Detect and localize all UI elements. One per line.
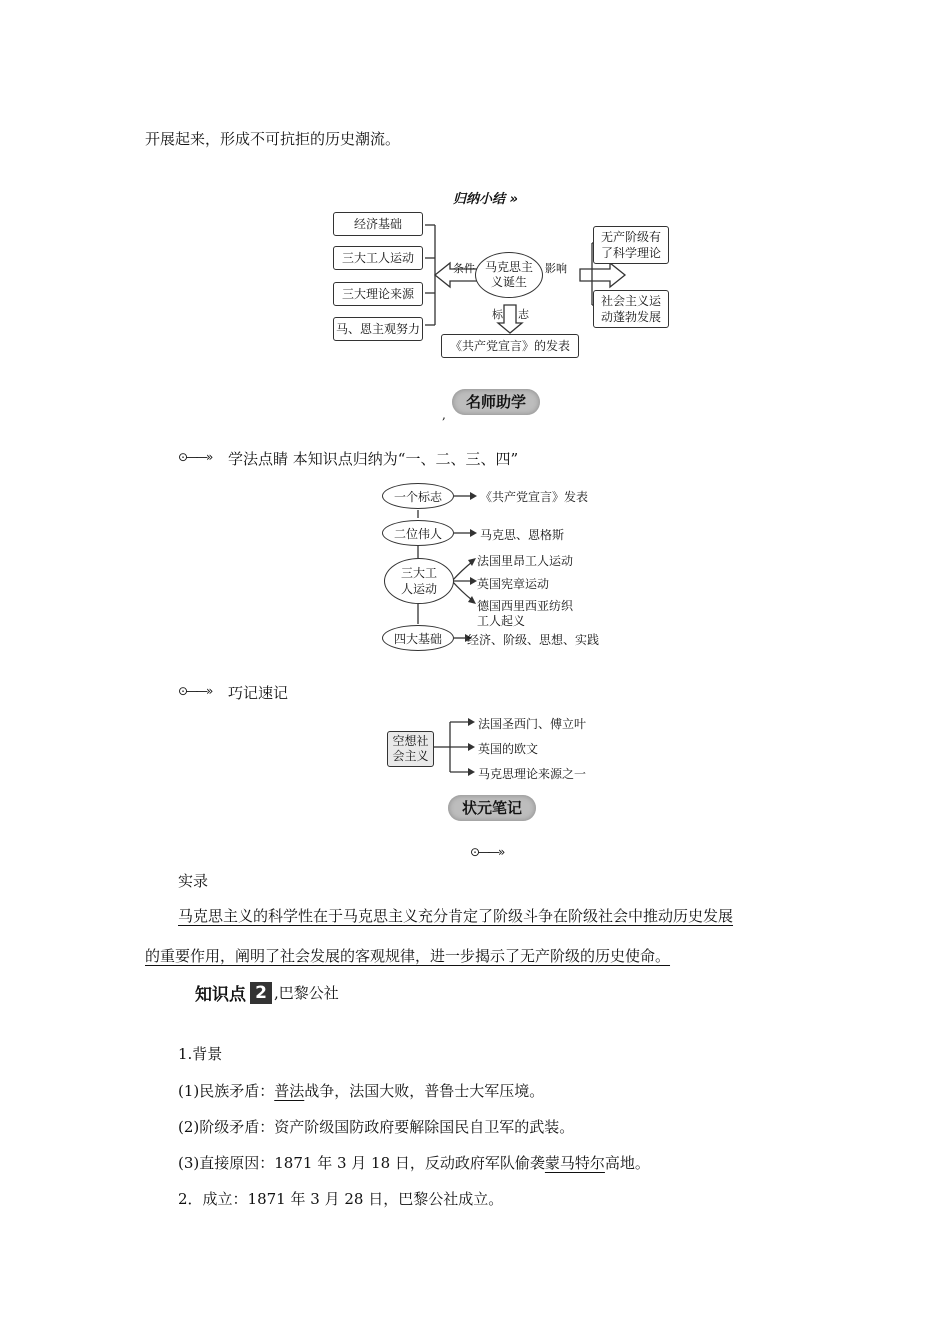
memory-box-line2: 会主义 bbox=[392, 749, 429, 763]
teacher-help-badge: 名师助学 bbox=[452, 389, 540, 415]
kp-title: 知识点 bbox=[195, 985, 246, 1005]
bullet-arrow-icon: ⊙——» bbox=[178, 450, 212, 464]
label-condition: 条件 bbox=[453, 262, 475, 275]
method-title: 学法点睛 本知识点归纳为“一、二、三、四” bbox=[228, 450, 519, 468]
summary-heading: 归纳小结 bbox=[453, 192, 506, 207]
establishment-text: 2．成立：1871 年 3 月 28 日，巴黎公社成立。 bbox=[178, 1190, 504, 1208]
summary-left-box: 三大工人运动 bbox=[333, 246, 423, 270]
memory-title: 巧记速记 bbox=[228, 684, 289, 702]
record-line-2: 的重要作用，阐明了社会发展的客观规律，进一步揭示了无产阶级的历史使命。 bbox=[145, 947, 671, 965]
intro-text: 开展起来，形成不可抗拒的历史潮流。 bbox=[145, 130, 401, 148]
method-node-3-item: 德国西里西亚纺织 bbox=[477, 599, 574, 613]
memory-box bbox=[387, 731, 434, 767]
method-node-1: 一个标志 bbox=[382, 483, 454, 509]
item-suffix: 高地。 bbox=[604, 1154, 650, 1172]
method-node-3 bbox=[384, 558, 454, 604]
summary-bottom-box: 《共产党宣言》的发表 bbox=[441, 334, 579, 358]
label-sign-1: 标 bbox=[492, 308, 503, 321]
summary-center-line1: 马克思主 bbox=[484, 260, 533, 274]
notes-badge: 状元笔记 bbox=[448, 795, 536, 821]
summary-right-box-2 bbox=[593, 290, 669, 328]
item-prefix: (3)直接原因：1871 年 3 月 18 日，反动政府军队偷袭 bbox=[178, 1154, 545, 1172]
background-item-2: (2)阶级矛盾：资产阶级国防政府要解除国民自卫军的武装。 bbox=[178, 1118, 575, 1136]
double-chevron-icon: » bbox=[505, 192, 518, 207]
memory-item: 马克思理论来源之一 bbox=[478, 767, 587, 781]
memory-connectors bbox=[434, 715, 484, 780]
bullet-arrow-icon: ⊙——» bbox=[178, 684, 212, 698]
summary-left-box: 马、恩主观努力 bbox=[333, 317, 423, 341]
kp-subtitle: ,巴黎公社 bbox=[274, 984, 339, 1002]
summary-right-box-1 bbox=[593, 226, 669, 264]
method-node-1-text: 《共产党宣言》发表 bbox=[480, 490, 589, 504]
method-node-3-item: 法国里昂工人运动 bbox=[477, 554, 574, 568]
method-node-3-line1: 三大工 bbox=[400, 566, 437, 580]
background-heading: 1.背景 bbox=[178, 1045, 223, 1063]
right-box1-line1: 无产阶级有 bbox=[600, 230, 661, 244]
background-item-3 bbox=[178, 1152, 650, 1173]
summary-left-box: 经济基础 bbox=[333, 212, 423, 236]
label-influence: 影响 bbox=[545, 262, 567, 275]
method-node-3-line2: 人运动 bbox=[400, 582, 437, 596]
method-node-3-item: 英国宪章运动 bbox=[477, 577, 550, 591]
right-box1-line2: 了科学理论 bbox=[600, 246, 661, 260]
summary-center-oval bbox=[475, 252, 543, 298]
right-box2-line2: 动蓬勃发展 bbox=[600, 310, 661, 324]
background-item-1 bbox=[178, 1080, 544, 1101]
method-node-4: 四大基础 bbox=[382, 625, 454, 651]
memory-item: 英国的欧文 bbox=[478, 742, 539, 756]
kp-number-badge: 2 bbox=[250, 982, 272, 1004]
knowledge-point-heading bbox=[195, 980, 339, 1005]
bullet-arrow-icon: ⊙——» bbox=[470, 845, 504, 859]
stray-comma: , bbox=[442, 408, 446, 422]
summary-center-line2: 义诞生 bbox=[490, 275, 527, 289]
method-node-3-item-cont: 工人起义 bbox=[477, 614, 526, 628]
method-node-2-text: 马克思、恩格斯 bbox=[480, 528, 565, 542]
record-label: 实录 bbox=[178, 872, 209, 890]
method-node-4-text: 经济、阶级、思想、实践 bbox=[467, 633, 600, 647]
underlined-term: 普法 bbox=[274, 1082, 305, 1100]
memory-box-line1: 空想社 bbox=[392, 734, 429, 748]
underlined-term: 蒙马特尔 bbox=[544, 1154, 605, 1172]
method-node-2: 二位伟人 bbox=[382, 520, 454, 546]
item-suffix: 战争，法国大败，普鲁士大军压境。 bbox=[304, 1082, 545, 1100]
item-prefix: (1)民族矛盾： bbox=[178, 1082, 275, 1100]
summary-left-box: 三大理论来源 bbox=[333, 282, 423, 306]
right-box2-line1: 社会主义运 bbox=[600, 294, 661, 308]
label-sign-2: 志 bbox=[518, 308, 529, 321]
record-line-1: 马克思主义的科学性在于马克思主义充分肯定了阶级斗争在阶级社会中推动历史发展 bbox=[178, 907, 734, 925]
memory-item: 法国圣西门、傅立叶 bbox=[478, 717, 587, 731]
